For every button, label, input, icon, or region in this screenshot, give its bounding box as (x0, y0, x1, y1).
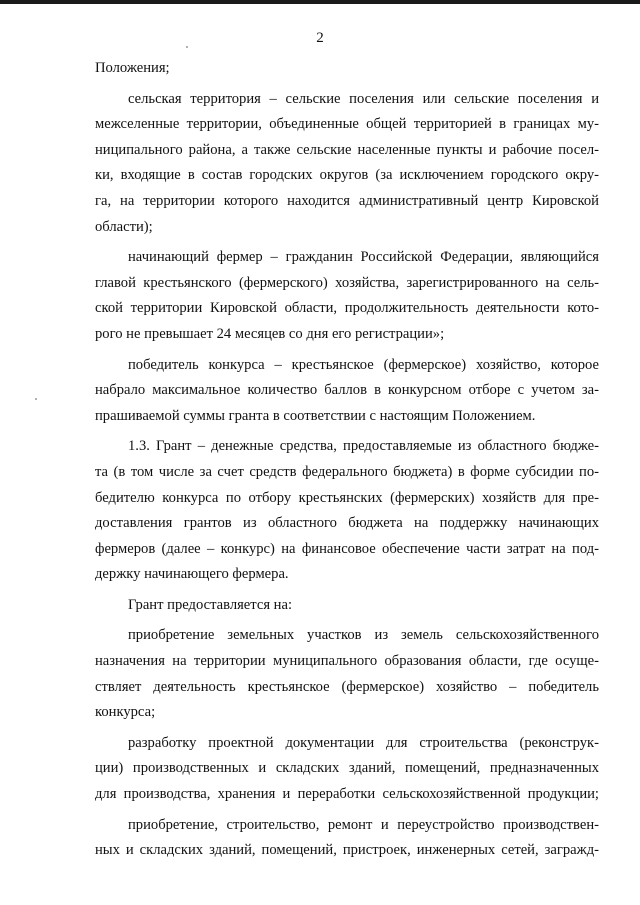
text-line: разработку проектной документации для строительства (реконструк- (128, 734, 599, 751)
text-line: держку начинающего фермера. (95, 566, 289, 583)
text-line: начинающий фермер – гражданин Российской Федерации, являющийся (128, 249, 599, 266)
text-line: области); (95, 218, 153, 235)
text-line: ки, входящие в состав городских округов (за исключением городского окру- (95, 167, 599, 184)
text-line: га, на территории которого находится административный центр Кировской (95, 192, 599, 209)
text-line: конкурса; (95, 704, 156, 721)
text-line: ской территории Кировской области, продолжительность деятельности кото- (95, 300, 599, 317)
text-line: главой крестьянского (фермерского) хозяйства, зарегистрированного на сель- (95, 274, 599, 291)
document-body (95, 56, 599, 864)
text-line: Положения; (95, 60, 170, 76)
text-line: та (в том числе за счет средств федерального бюджета) в форме субсидии по- (95, 463, 599, 480)
scan-speck (186, 46, 188, 48)
text-line: сельская территория – сельские поселения или сельские поселения и (128, 90, 599, 107)
scan-speck (35, 398, 37, 400)
text-line: прашиваемой суммы гранта в соответствии с настоящим Положением. (95, 407, 536, 424)
text-line: приобретение земельных участков из земель сельскохозяйственного (128, 627, 599, 644)
text-line: Грант предоставляется на: (128, 596, 293, 613)
text-line: для производства, хранения и переработки сельскохозяйственной продукции; (95, 786, 599, 803)
text-line: доставления грантов из областного бюджета на поддержку начинающих (95, 515, 599, 532)
page-number: 2 (316, 30, 324, 46)
text-line: фермеров (далее – конкурс) на финансовое обеспечение части затрат на под- (95, 540, 599, 557)
text-line: назначения на территории муниципального образования области, где осуще- (95, 653, 599, 670)
text-line: межселенные территории, объединенные общей территорией в границах му- (95, 116, 599, 133)
text-line: победитель конкурса – крестьянское (фермерское) хозяйство, которое (128, 356, 599, 373)
top-border-line (0, 0, 640, 4)
text-line: набрало максимальное количество баллов в конкурсном отборе с учетом за- (95, 382, 599, 399)
text-line: 1.3. Грант – денежные средства, предоставляемые из областного бюдже- (128, 438, 599, 455)
text-line: бедителю конкурса по отбору крестьянских (фермерских) хозяйств для пре- (95, 489, 599, 506)
text-line: ниципального района, а также сельские населенные пункты и рабочие посел- (95, 141, 599, 158)
text-line: приобретение, строительство, ремонт и переустройство производствен- (128, 816, 599, 833)
text-line: ции) производственных и складских зданий, помещений, предназначенных (95, 760, 599, 777)
text-line: ствляет деятельность крестьянское (фермерское) хозяйство – победитель (95, 678, 599, 695)
text-line: ных и складских зданий, помещений, пристроек, инженерных сетей, загражд- (95, 842, 599, 859)
text-line: рого не превышает 24 месяцев со дня его регистрации»; (95, 325, 445, 342)
